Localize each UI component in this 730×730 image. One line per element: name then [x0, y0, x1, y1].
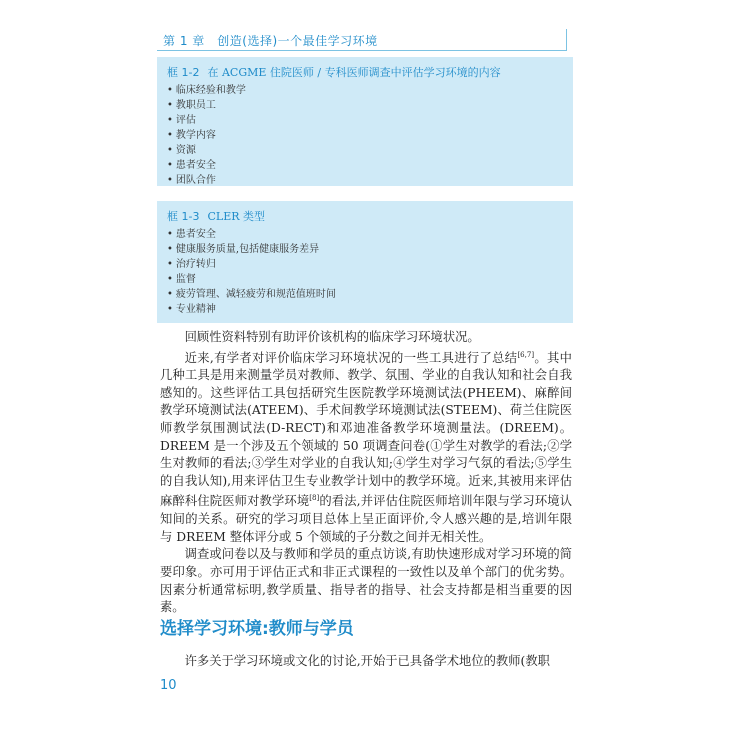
list-item: • 监督 — [167, 272, 563, 287]
list-item: • 疲劳管理、减轻疲劳和规范值班时间 — [167, 287, 563, 302]
list-item: • 健康服务质量,包括健康服务差异 — [167, 242, 563, 257]
body-text-continued — [160, 653, 572, 671]
list-item: • 评估 — [167, 113, 563, 128]
list-item: • 患者安全 — [167, 158, 563, 173]
box-title-text: CLER 类型 — [207, 210, 265, 223]
box-number: 框 1-3 — [167, 210, 200, 223]
chapter-header — [157, 29, 567, 51]
list-item: • 资源 — [167, 143, 563, 158]
list-item: • 教学内容 — [167, 128, 563, 143]
box-list — [167, 227, 563, 317]
box-title — [167, 208, 563, 224]
list-item: • 教职员工 — [167, 98, 563, 113]
box-1-3 — [157, 201, 573, 323]
chapter-title: 第 1 章 创造(选择)一个最佳学习环境 — [163, 34, 378, 48]
citation: [8] — [309, 494, 320, 503]
paragraph: 回顾性资料特别有助评价该机构的临床学习环境状况。 — [184, 330, 480, 344]
page-number: 10 — [160, 678, 177, 693]
paragraph: 近来,有学者对评价临床学习环境状况的一些工具进行了总结[6,7]。其中几种工具是用来测量学员对教师、教学、氛围、学业的自我认知和社会自我感知的。这些评估工具包括研究生医院教学环境测试法(PHEEM)、麻醉间教学环境测试法(ATEEM)、手术间教学环境测试法(STEEM)、荷兰住院医师教学氛围测试法(D-RECT)和邓迪准备教学环境测量法。(DREEM)。DREEM 是一个涉及五个领域的 50 项调查问卷(①学生对教学的看法;②学生对教师的看法;③学生对学业的自我认知;④学生对学习气氛的看法;⑤学生的自我认知),用来评估卫生专业教学计划中的教学环境。近来,其被用来评估麻醉科住院医师对教学环境[8]的看法,并评估住院医师培训年限与学习环境认知间的关系。研究的学习项目总体上呈正面评价,令人感兴趣的是,培训年限与 DREEM 整体评分或 5 个领域的子分数之间并无相关性。 — [160, 350, 572, 544]
citation: [6,7] — [517, 350, 535, 359]
list-item: • 团队合作 — [167, 173, 563, 188]
section-title: 选择学习环境:教师与学员 — [160, 619, 354, 639]
box-list — [167, 83, 563, 188]
box-number: 框 1-2 — [167, 66, 200, 79]
box-title — [167, 64, 563, 80]
paragraph: 调查或问卷以及与教师和学员的重点访谈,有助快速形成对学习环境的简要印象。亦可用于评估正式和非正式课程的一致性以及单个部门的优劣势。因素分析通常标明,教学质量、指导者的指导、社会支持都是相当重要的因素。 — [160, 547, 572, 615]
box-1-2 — [157, 57, 573, 186]
list-item: • 专业精神 — [167, 302, 563, 317]
paragraph: 许多关于学习环境或文化的讨论,开始于已具备学术地位的教师(教职 — [184, 654, 550, 668]
body-text — [160, 329, 572, 617]
list-item: • 临床经验和教学 — [167, 83, 563, 98]
list-item: • 患者安全 — [167, 227, 563, 242]
list-item: • 治疗转归 — [167, 257, 563, 272]
box-title-text: 在 ACGME 住院医师 / 专科医师调查中评估学习环境的内容 — [207, 66, 501, 79]
